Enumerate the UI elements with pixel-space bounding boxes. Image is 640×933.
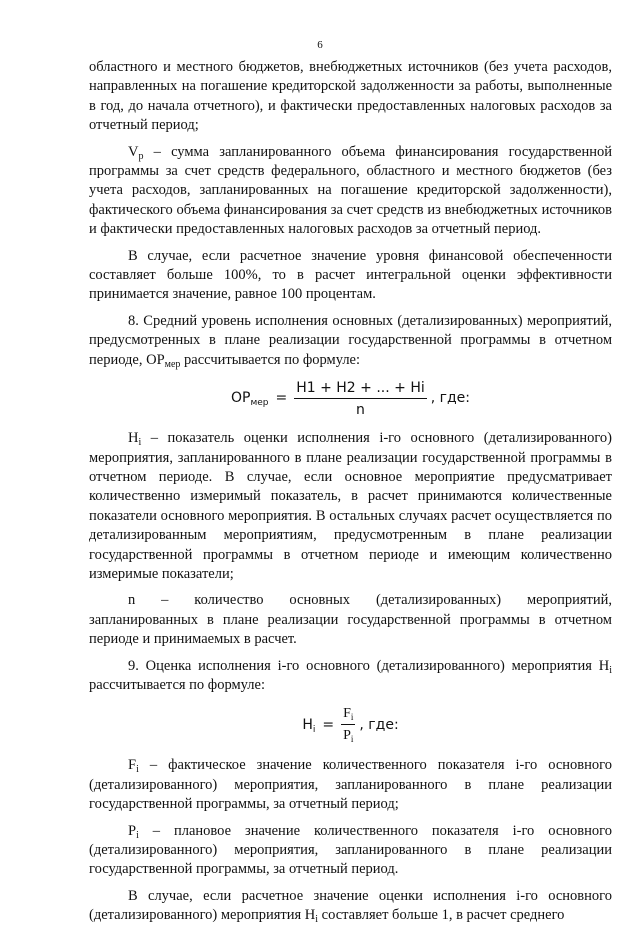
symbol-pi: P bbox=[128, 822, 137, 839]
formula1-denominator: n bbox=[356, 402, 365, 419]
symbol-pi-subscript: i bbox=[136, 829, 139, 841]
symbol-vp: V bbox=[128, 143, 139, 160]
hi-definition-text: – показатель оценки исполнения i-го основного (детализированного) мероприятия, запланированного в плане реализации государственной программы в отчетном периоде. В случае, если основное мероприятие предусматривает количественно измеримый показатель, в расчет принимаются количественные показатели основного мероприятия. В остальных случаях расчет осуществляется по детализированным мероприятиям, предусмотренным в плане реализации государственной программы в отчетном периоде и имеющим количественно измеримые показатели; bbox=[89, 430, 612, 582]
hi-cap-subscript: i bbox=[315, 914, 319, 926]
fi-definition-text: – фактическое значение количественного показателя i-го основного (детализированного) мероприятия, запланированного в плане реализации государственной программы, за отчетный период; bbox=[89, 757, 612, 813]
paragraph-item-8 bbox=[89, 312, 612, 370]
item-8-text: 8. Средний уровень исполнения основных (детализированных) мероприятий, предусмотренных в плане реализации государственной программы в отчетном периоде, ОР bbox=[89, 312, 612, 368]
formula1-lhs: $ОР_{мер}$ bbox=[230, 390, 269, 409]
formula1-fraction bbox=[294, 379, 427, 419]
formula2-numerator: $F_i$ bbox=[341, 705, 355, 725]
paragraph-hi-definition bbox=[89, 429, 612, 584]
document-body bbox=[89, 58, 612, 933]
item-9-subscript: i bbox=[609, 664, 612, 676]
vp-definition-text: – сумма запланированного объема финансирования государственной программы за счет средств федерального, областного и местного бюджетов (без учета расходов, запланированных на погашение кредиторской задолженности), фактического объема финансирования за счет средств из внебюджетных источников и фактически предоставленных налоговых расходов за отчетный период. bbox=[89, 143, 612, 238]
item-9-tail: рассчитывается по формуле: bbox=[89, 676, 265, 693]
formula1-equals: = bbox=[275, 390, 288, 407]
paragraph-vp-definition bbox=[89, 143, 612, 240]
formula-hi bbox=[89, 702, 612, 748]
paragraph-funding-sources: областного и местного бюджетов, внебюджетных источников (без учета расходов, направленных на погашение кредиторской задолженности за работы, выполненные в год, до начала отчетного), и фактически предоставленных налоговых расходов за отчетный период; bbox=[89, 59, 612, 134]
item-9-text: 9. Оценка исполнения i-го основного (детализированного) мероприятия Н bbox=[128, 657, 610, 674]
formula-average-execution bbox=[89, 377, 612, 421]
formula2-denominator: $P_i$ bbox=[343, 728, 354, 745]
formula2-fraction bbox=[341, 705, 355, 745]
item-8-subscript: мер bbox=[164, 358, 181, 370]
pi-definition-text: – плановое значение количественного показателя i-го основного (детализированного) мероприятия, запланированного в плане реализации государственной программы, за отчетный период. bbox=[89, 822, 612, 878]
hi-cap-text: В случае, если расчетное значение оценки исполнения i-го основного (детализированного) мероприятия Н bbox=[89, 887, 612, 924]
formula2-suffix: , где: bbox=[359, 716, 399, 733]
item-8-tail: рассчитывается по формуле: bbox=[180, 351, 361, 368]
symbol-hi-subscript: i bbox=[138, 437, 142, 449]
hi-cap-tail: составляет больше 1, в расчет среднего bbox=[318, 907, 565, 924]
formula1-numerator: Н1 + Н2 + ... + Нi bbox=[294, 379, 427, 399]
paragraph-n-definition: n – количество основных (детализированных) мероприятий, запланированных в плане реализации государственной программы в отчетном периоде и принимаемых в расчет. bbox=[89, 592, 612, 648]
paragraph-fi-definition bbox=[89, 756, 612, 814]
formula2-equals: = bbox=[322, 716, 335, 733]
page-number: 6 bbox=[317, 39, 323, 51]
symbol-fi: F bbox=[128, 757, 137, 774]
paragraph-pi-definition bbox=[89, 822, 612, 880]
paragraph-100-percent-cap: В случае, если расчетное значение уровня финансовой обеспеченности составляет больше 100%, то в расчет интегральной оценки эффективности принимается значение, равное 100 процентам. bbox=[89, 247, 612, 303]
formula2-lhs: $Н_i$ bbox=[302, 716, 316, 735]
symbol-hi: Н bbox=[128, 430, 139, 447]
symbol-vp-subscript: р bbox=[138, 150, 144, 162]
paragraph-item-9 bbox=[89, 657, 612, 696]
symbol-fi-subscript: i bbox=[136, 764, 139, 776]
formula1-suffix: , где: bbox=[430, 390, 471, 407]
paragraph-hi-greater-than-one bbox=[89, 887, 612, 926]
